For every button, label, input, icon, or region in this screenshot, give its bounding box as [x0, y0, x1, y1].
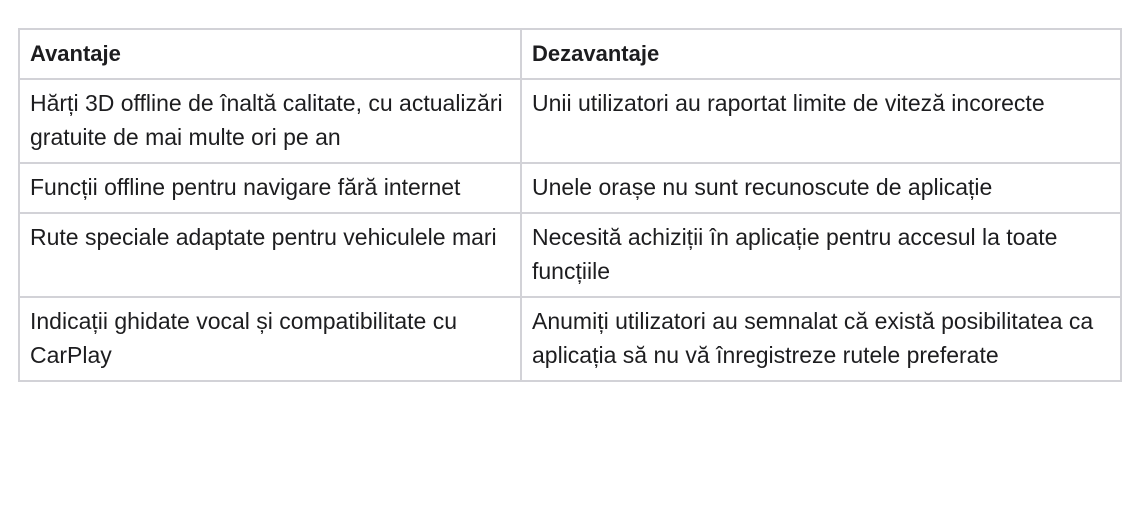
- header-disadvantages: Dezavantaje: [521, 29, 1121, 79]
- pros-cons-table: [18, 28, 1122, 382]
- table-header-row: [19, 29, 1121, 79]
- advantage-cell: Hărți 3D offline de înaltă calitate, cu actualizări gratuite de mai multe ori pe an: [19, 79, 521, 163]
- advantage-cell: Indicații ghidate vocal și compatibilitate cu CarPlay: [19, 297, 521, 381]
- disadvantage-cell: Anumiți utilizatori au semnalat că există posibilitatea ca aplicația să nu vă înregistreze rutele preferate: [521, 297, 1121, 381]
- advantage-cell: Funcții offline pentru navigare fără internet: [19, 163, 521, 213]
- disadvantage-cell: Necesită achiziții în aplicație pentru accesul la toate funcțiile: [521, 213, 1121, 297]
- advantage-cell: Rute speciale adaptate pentru vehiculele mari: [19, 213, 521, 297]
- table-row: [19, 163, 1121, 213]
- table-row: [19, 213, 1121, 297]
- disadvantage-cell: Unele orașe nu sunt recunoscute de aplicație: [521, 163, 1121, 213]
- pros-cons-table-container: [18, 28, 1120, 382]
- header-advantages: Avantaje: [19, 29, 521, 79]
- table-row: [19, 297, 1121, 381]
- disadvantage-cell: Unii utilizatori au raportat limite de viteză incorecte: [521, 79, 1121, 163]
- table-row: [19, 79, 1121, 163]
